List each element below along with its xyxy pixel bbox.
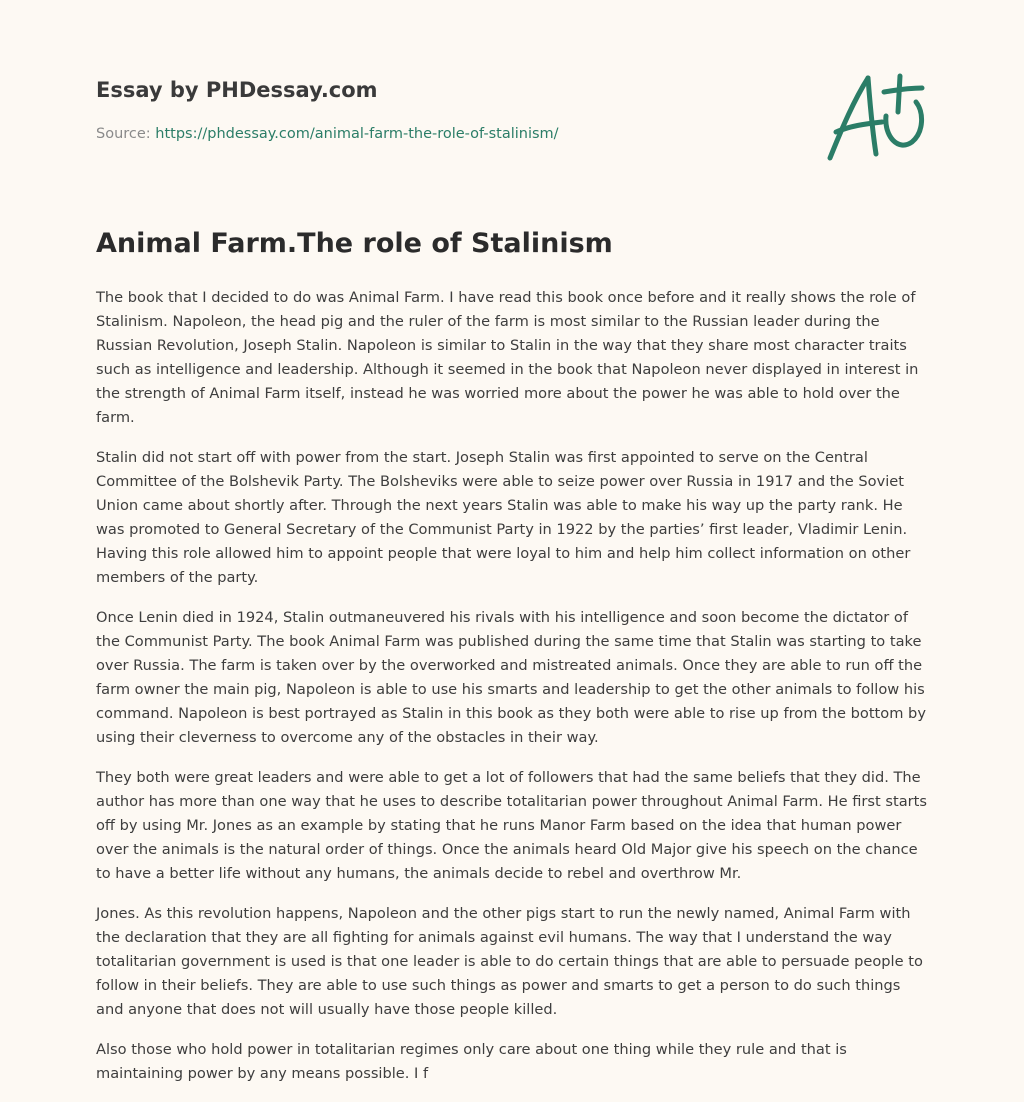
- essay-paragraph: Also those who hold power in totalitarian regimes only care about one thing while they rule and that is maintaining power by any means possible. I f: [96, 1041, 847, 1082]
- essay-paragraph: Stalin did not start off with power from the start. Joseph Stalin was first appointed to serve on the Central Committee of the Bolshevik Party. The Bolsheviks were able to seize power over Russia in 1917 and the Soviet Union came about shortly after. Through the next years Stalin was able to make his way up the party rank. He was promoted to General Secretary of the Communist Party in 1922 by the parties’ first leader, Vladimir Lenin. Having this role allowed him to appoint people that were loyal to him and help him collect information on other members of the party.: [96, 449, 911, 586]
- essay-paragraph: Once Lenin died in 1924, Stalin outmaneuvered his rivals with his intelligence and soon become the dictator of the Communist Party. The book Animal Farm was published during the same time that Stalin was starting to take over Russia. The farm is taken over by the overworked and mistreated animals. Once they are able to run off the farm owner the main pig, Napoleon is able to use his smarts and leadership to get the other animals to follow his command. Napoleon is best portrayed as Stalin in this book as they both were able to rise up from the bottom by using their cleverness to overcome any of the obstacles in their way.: [96, 609, 926, 746]
- essay-paragraph: Jones. As this revolution happens, Napoleon and the other pigs start to run the newly named, Animal Farm with the declaration that they are all fighting for animals against evil humans. The way that I understand the way totalitarian government is used is that one leader is able to do certain things that are able to persuade people to follow in their beliefs. They are able to use such things as power and smarts to get a person to do such things and anyone that does not will usually have those people killed.: [96, 905, 923, 1018]
- essay-paragraph: The book that I decided to do was Animal Farm. I have read this book once before and it really shows the role of Stalinism. Napoleon, the head pig and the ruler of the farm is most similar to the Russian leader during the Russian Revolution, Joseph Stalin. Napoleon is similar to Stalin in the way that they share most character traits such as intelligence and leadership. Although it seemed in the book that Napoleon never displayed in interest in the strength of Animal Farm itself, instead he was worried more about the power he was able to hold over the farm.: [96, 289, 919, 426]
- essay-paragraph: They both were great leaders and were able to get a lot of followers that had the same beliefs that they did. The author has more than one way that he uses to describe totalitarian power throughout Animal Farm. He first starts off by using Mr. Jones as an example by stating that he runs Manor Farm based on the idea that human power over the animals is the natural order of things. Once the animals heard Old Major give his speech on the chance to have a better life without any humans, the animals decide to rebel and overthrow Mr.: [96, 769, 927, 882]
- essay-title: Animal Farm.The role of Stalinism: [96, 228, 613, 259]
- source-link[interactable]: https://phdessay.com/animal-farm-the-role-of-stalinism/: [155, 126, 559, 142]
- source-label: Source:: [96, 126, 156, 142]
- a-plus-logo-icon: [820, 66, 930, 166]
- essay-body: [96, 286, 928, 1102]
- site-title: Essay by PHDessay.com: [96, 78, 378, 102]
- source-line: [96, 124, 796, 144]
- page-header: [96, 76, 796, 144]
